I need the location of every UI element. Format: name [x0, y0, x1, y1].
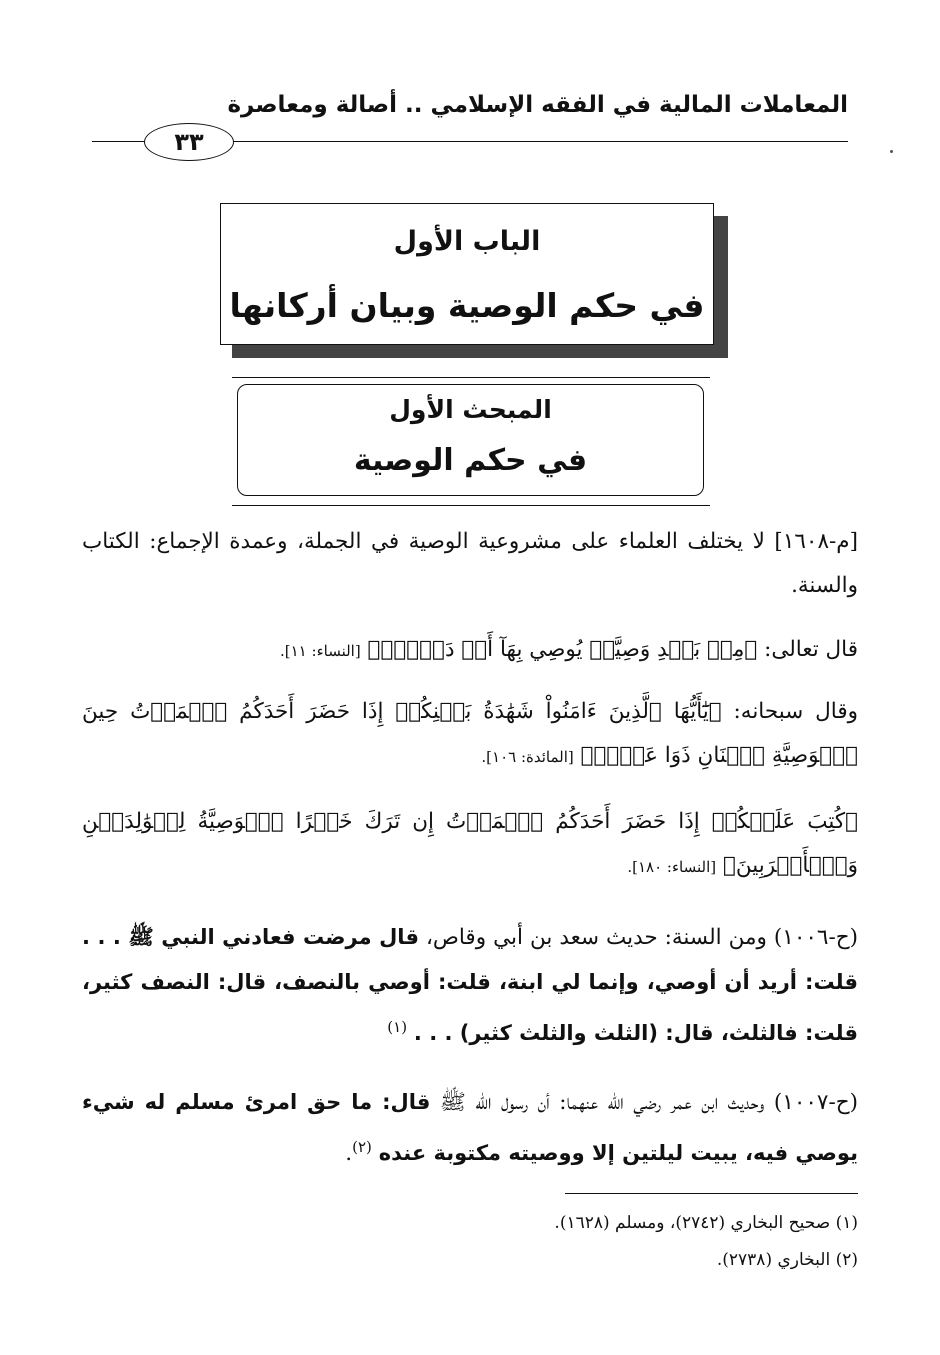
- paragraph-verse-180: [82, 800, 858, 889]
- footnote-ref: (٢): [352, 1138, 372, 1156]
- footnote-2: (٢) البخاري (٢٧٣٨).: [716, 1250, 858, 1270]
- section-frame-line-bottom: [232, 505, 710, 506]
- verse-text: ﴿كُتِبَ عَلَيۡكُمۡ إِذَا حَضَرَ أَحَدَكُمُ ٱلۡمَوۡتُ إِن تَرَكَ خَيۡرًا ٱلۡوَصِيَّةُ لِلۡوَٰلِدَيۡنِ وَٱلۡأَقۡرَبِينَ﴾: [82, 809, 858, 878]
- footnote-ref: (١): [387, 1018, 408, 1036]
- hadith-text: قال مرضت فعادني النبي ﷺ . . . قلت: أريد أن أوصي، وإنما لي ابنة، قلت: أوصي بالنصف، قال: النصف كثير، قلت: فالثلث، قال: (الثلث والثلث كثير) . . .: [82, 925, 858, 1046]
- paragraph-hadith-1006: [82, 915, 858, 1056]
- verse-citation: [النساء: ١١].: [280, 642, 361, 660]
- chapter-title: الباب الأول: [393, 226, 541, 257]
- verse-text: قال تعالى: ﴿مِنۢ بَعۡدِ وَصِيَّةٖ يُوصِي بِهَآ أَوۡ دَيۡنٍۗ﴾: [367, 637, 858, 662]
- hadith-intro: (ح-١٠٠٦) ومن السنة: حديث سعد بن أبي وقاص،: [418, 925, 858, 950]
- running-header: المعاملات المالية في الفقه الإسلامي .. أصالة ومعاصرة: [227, 92, 848, 118]
- footnote-1: (١) صحيح البخاري (٢٧٤٢)، ومسلم (١٦٢٨).: [554, 1213, 858, 1233]
- hadith-text: قال: ما حق امرئ مسلم له شيء يوصي فيه، يبيت ليلتين إلا ووصيته مكتوبة عنده: [82, 1090, 858, 1166]
- scan-speck: [890, 150, 893, 153]
- paragraph-consensus: [م-١٦٠٨] لا يختلف العلماء على مشروعية الوصية في الجملة، وعمدة الإجماع: الكتاب والسنة.: [82, 529, 858, 598]
- section-title: المبحث الأول: [389, 395, 552, 424]
- verse-citation: [المائدة: ١٠٦].: [481, 748, 574, 766]
- section-box: [237, 384, 704, 496]
- chapter-subtitle: في حكم الوصية وبيان أركانها: [229, 286, 705, 325]
- chapter-box: [220, 203, 714, 345]
- section-frame-line-top: [232, 377, 710, 378]
- paragraph-verse-nisa-11: [82, 628, 858, 673]
- hadith-intro: (ح-١٠٠٧) وحديث ابن عمر رضي الله عنهما: أن رسول الله ﷺ: [430, 1090, 859, 1115]
- paragraph-hadith-1007: (ح-١٠٠٧) وحديث ابن عمر رضي الله عنهما: أن رسول الله ﷺ قال: ما حق امرئ مسلم له شيء يوصي فيه، يبيت ليلتين إلا ووصيته مكتوبة عنده $^{(٢)}$.: [82, 1090, 859, 1167]
- page-number: ٣٣: [144, 123, 234, 161]
- verse-citation: [النساء: ١٨٠].: [627, 858, 717, 876]
- verse-text: وقال سبحانه: ﴿يَٰٓأَيُّهَا ٱلَّذِينَ ءَامَنُواْ شَهَٰدَةُ بَيۡنِكُمۡ إِذَا حَضَرَ أَحَدَكُمُ ٱلۡمَوۡتُ حِينَ ٱلۡوَصِيَّةِ ٱثۡنَانِ ذَوَا عَدۡلٖ﴾: [82, 699, 858, 768]
- footnote-rule: [565, 1193, 858, 1194]
- paragraph-verse-maidah-106: [82, 690, 858, 779]
- section-subtitle: في حكم الوصية: [353, 443, 588, 478]
